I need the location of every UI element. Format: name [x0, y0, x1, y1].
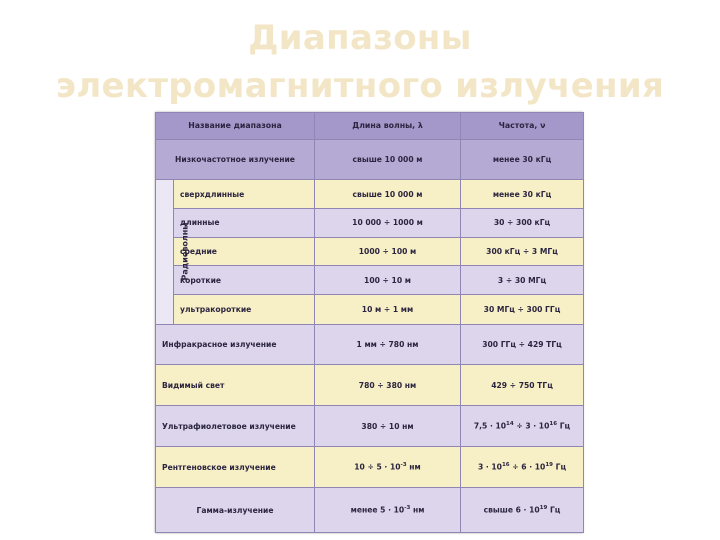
table-row: [156, 294, 584, 324]
band-name-cell: сверхдлинные: [174, 180, 315, 209]
table-row: [156, 180, 584, 209]
wavelength-cell: свыше 10 000 м: [315, 139, 461, 180]
table-row: [156, 406, 584, 447]
frequency-cell: 3 ÷ 30 МГц: [461, 266, 584, 295]
frequency-cell: 300 ГГц ÷ 429 ТГц: [461, 324, 584, 365]
band-name-cell: длинные: [174, 209, 315, 238]
wavelength-cell: 10 м ÷ 1 мм: [315, 294, 461, 324]
frequency-cell: 30 МГц ÷ 300 ГГц: [461, 294, 584, 324]
band-name-cell: Рентгеновское излучение: [156, 447, 315, 488]
band-name-cell: Ультрафиолетовое излучение: [156, 406, 315, 447]
slide-title-line-2: электромагнитного излучения: [55, 66, 665, 106]
band-name-cell: Гамма-излучение: [156, 488, 315, 533]
wavelength-cell: $10 \div 5 \cdot 10^{-3}$ нм: [315, 447, 461, 488]
table-row: [156, 365, 584, 406]
table-row: [156, 266, 584, 295]
wavelength-cell: 1000 ÷ 100 м: [315, 237, 461, 266]
band-name-cell: Низкочастотное излучение: [156, 139, 315, 180]
wavelength-cell: 10 000 ÷ 1000 м: [315, 209, 461, 238]
frequency-cell: $3 \cdot 10^{16} \div 6 \cdot 10^{19}$ Гц: [461, 447, 584, 488]
frequency-cell: 30 ÷ 300 кГц: [461, 209, 584, 238]
wavelength-cell: 380 ÷ 10 нм: [315, 406, 461, 447]
frequency-cell: менее 30 кГц: [461, 139, 584, 180]
header-wavelength: Длина волны, λ: [315, 113, 461, 140]
band-name-cell: средние: [174, 237, 315, 266]
frequency-cell: $7,5 \cdot 10^{14} \div 3 \cdot 10^{16}$ Гц: [461, 406, 584, 447]
table-row: [156, 447, 584, 488]
scanned-table-image: [155, 112, 583, 533]
wavelength-cell: 780 ÷ 380 нм: [315, 365, 461, 406]
wavelength-cell: 100 ÷ 10 м: [315, 266, 461, 295]
table-header-row: [156, 113, 584, 140]
table-row: [156, 324, 584, 365]
band-name-cell: короткие: [174, 266, 315, 295]
table-row: [156, 488, 584, 533]
table-row: [156, 237, 584, 266]
wavelength-cell: 1 мм ÷ 780 нм: [315, 324, 461, 365]
frequency-cell: 300 кГц ÷ 3 МГц: [461, 237, 584, 266]
slide-title-line-1: Диапазоны: [248, 18, 472, 58]
radiation-bands-table: [155, 112, 584, 533]
frequency-cell: свыше $6 \cdot 10^{19}$ Гц: [461, 488, 584, 533]
band-name-cell: ультракороткие: [174, 294, 315, 324]
wavelength-cell: менее $5 \cdot 10^{-3}$ нм: [315, 488, 461, 533]
band-name-cell: Инфракрасное излучение: [156, 324, 315, 365]
header-band-name: Название диапазона: [156, 113, 315, 140]
table-row: [156, 209, 584, 238]
table-row: [156, 139, 584, 180]
band-name-cell: Видимый свет: [156, 365, 315, 406]
radio-group-label: Радиоволны: [180, 222, 190, 281]
slide-title: [0, 14, 720, 110]
radio-group-cell: [156, 180, 190, 324]
frequency-cell: менее 30 кГц: [461, 180, 584, 209]
wavelength-cell: свыше 10 000 м: [315, 180, 461, 209]
header-frequency: Частота, ν: [461, 113, 584, 140]
frequency-cell: 429 ÷ 750 ТГц: [461, 365, 584, 406]
